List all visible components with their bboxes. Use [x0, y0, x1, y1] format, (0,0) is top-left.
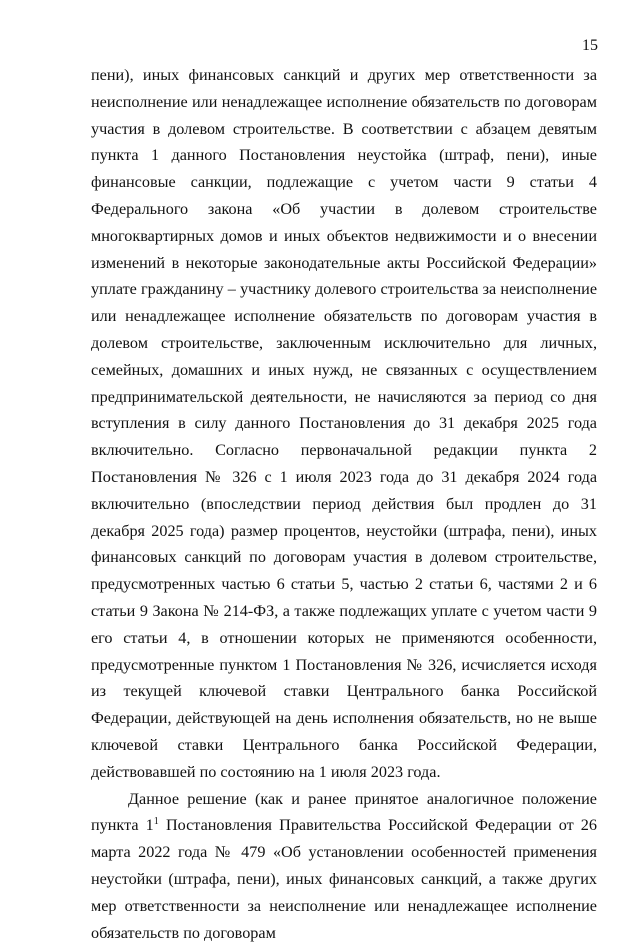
- paragraph-decision-text-end: Постановления Правительства Российской Федерации от 26 марта 2022 года № 479 «Об установлении особенностей применения неустойки (штрафа, пени), иных финансовых санкций, а также других мер ответственности за неисполнение или ненадлежащее исполнение обязательств по договорам: [91, 816, 597, 942]
- footnote-superscript: 1: [153, 816, 159, 828]
- paragraph-decision: [91, 786, 597, 946]
- paragraph-continuation: пени), иных финансовых санкций и других мер ответственности за неисполнение или ненадлежащее исполнение обязательств по договорам участия в долевом строительстве. В соответствии с абзацем девятым пункта 1 данного Постановления неустойка (штраф, пени), иные финансовые санкции, подлежащие с учетом части 9 статьи 4 Федерального закона «Об участии в долевом строительстве многоквартирных домов и иных объектов недвижимости и о внесении изменений в некоторые законодательные акты Российской Федерации» уплате гражданину – участнику долевого строительства за неисполнение или ненадлежащее исполнение обязательств по договорам участия в долевом строительстве, заключенным исключительно для личных, семейных, домашних и иных нужд, не связанных с осуществлением предпринимательской деятельности, не начисляются за период со дня вступления в силу данного Постановления до 31 декабря 2025 года включительно. Согласно первоначальной редакции пункта 2 Постановления № 326 с 1 июля 2023 года до 31 декабря 2024 года включительно (впоследствии период действия был продлен до 31 декабря 2025 года) размер процентов, неустойки (штрафа, пени), иных финансовых санкций по договорам участия в долевом строительстве, предусмотренных частью 6 статьи 5, частью 2 статьи 6, частями 2 и 6 статьи 9 Закона № 214-ФЗ, а также подлежащих уплате с учетом части 9 его статьи 4, в отношении которых не применяются особенности, предусмотренные пунктом 1 Постановления № 326, исчисляется исходя из текущей ключевой ставки Центрального банка Российской Федерации, действующей на день исполнения обязательств, но не выше ключевой ставки Центрального банка Российской Федерации, действовавшей по состоянию на 1 июля 2023 года.: [91, 66, 597, 781]
- document-body: [91, 62, 597, 946]
- page-number: 15: [582, 37, 598, 54]
- paragraph-decision-text-start: Данное решение (как и ранее принятое аналогичное положение пункта 1: [91, 789, 597, 835]
